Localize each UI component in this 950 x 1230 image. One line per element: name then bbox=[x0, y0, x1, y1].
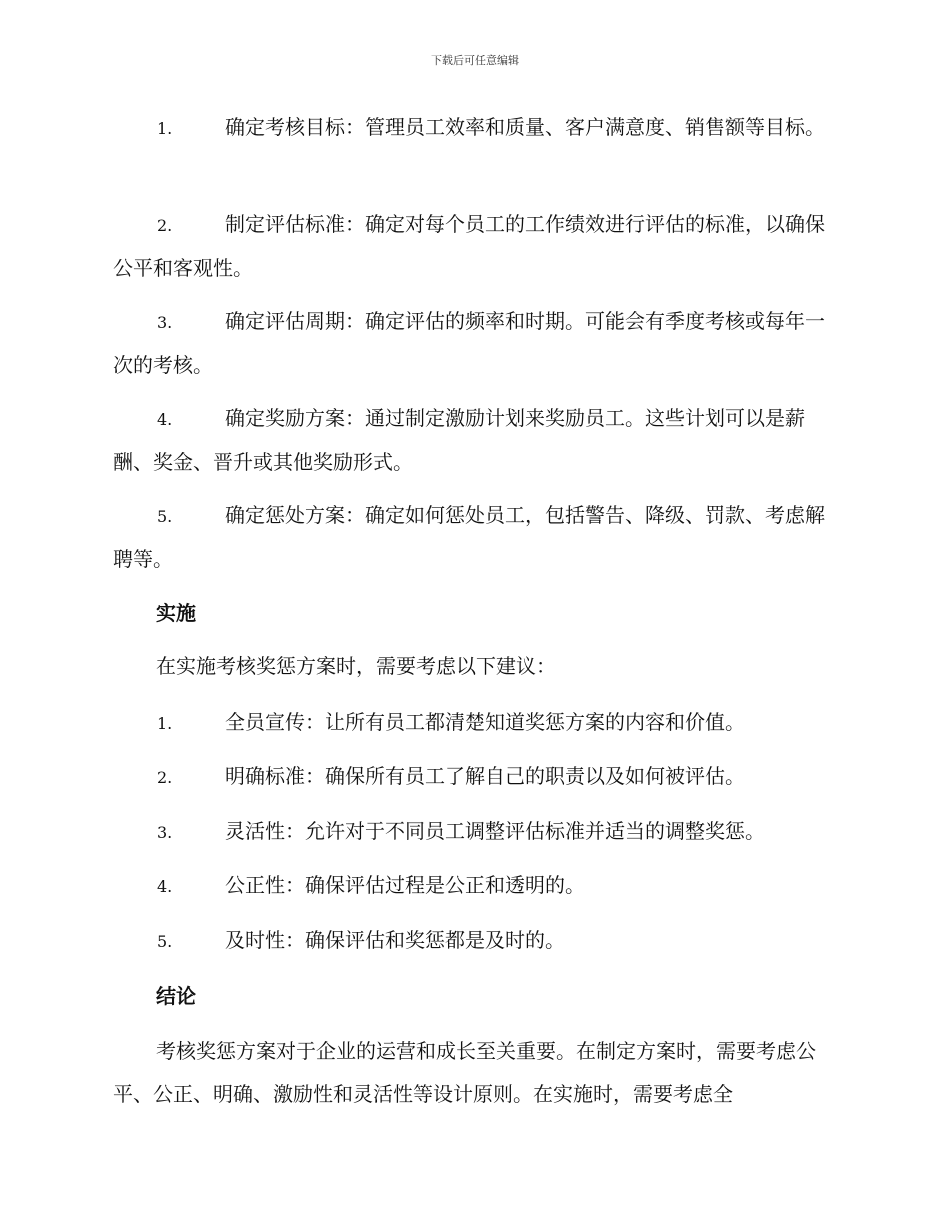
section-heading-conclusion: 结论 bbox=[156, 984, 196, 1008]
conclusion-paragraph: 考核奖惩方案对于企业的运营和成长至关重要。在制定方案时，需要考虑公平、公正、明确、激励性和灵活性等设计原则。在实施时，需要考虑全 bbox=[113, 1039, 816, 1106]
list-item-number: 2. bbox=[157, 768, 173, 787]
list-item bbox=[113, 864, 833, 908]
list-item-text: 确定评估周期：确定评估的频率和时期。可能会有季度考核或每年一次的考核。 bbox=[113, 309, 825, 377]
list-item-text: 及时性：确保评估和奖惩都是及时的。 bbox=[225, 928, 565, 952]
list-item-text: 确定惩处方案：确定如何惩处员工，包括警告、降级、罚款、考虑解聘等。 bbox=[113, 503, 825, 571]
list-item-number: 4. bbox=[157, 410, 173, 429]
list-item-number: 1. bbox=[157, 714, 173, 733]
list-item bbox=[113, 397, 833, 484]
list-item bbox=[113, 106, 833, 150]
list-item bbox=[113, 300, 833, 387]
list-item bbox=[113, 755, 833, 799]
list-item-text: 确定奖励方案：通过制定激励计划来奖励员工。这些计划可以是薪酬、奖金、晋升或其他奖励形式。 bbox=[113, 406, 805, 474]
list-item bbox=[113, 203, 833, 290]
implementation-intro: 在实施考核奖惩方案时，需要考虑以下建议： bbox=[156, 654, 556, 678]
list-item-number: 1. bbox=[157, 119, 173, 138]
list-item-text: 公正性：确保评估过程是公正和透明的。 bbox=[225, 873, 585, 897]
list-item-number: 5. bbox=[157, 932, 173, 951]
section-heading-implementation: 实施 bbox=[156, 601, 196, 625]
list-item-number: 3. bbox=[157, 313, 173, 332]
list-item bbox=[113, 810, 833, 854]
list-item-number: 3. bbox=[157, 823, 173, 842]
page-header: 下载后可任意编辑 bbox=[431, 54, 519, 67]
list-item-number: 5. bbox=[157, 507, 173, 526]
list-item-text: 灵活性：允许对于不同员工调整评估标准并适当的调整奖惩。 bbox=[225, 819, 765, 843]
list-item bbox=[113, 494, 833, 581]
list-item-number: 4. bbox=[157, 877, 173, 896]
list-item-text: 全员宣传：让所有员工都清楚知道奖惩方案的内容和价值。 bbox=[225, 710, 745, 734]
list-item-text: 确定考核目标：管理员工效率和质量、客户满意度、销售额等目标。 bbox=[225, 115, 825, 139]
list-item-number: 2. bbox=[157, 216, 173, 235]
list-item bbox=[113, 701, 833, 745]
list-item-text: 制定评估标准：确定对每个员工的工作绩效进行评估的标准，以确保公平和客观性。 bbox=[113, 212, 825, 280]
list-item bbox=[113, 919, 833, 963]
list-item-text: 明确标准：确保所有员工了解自己的职责以及如何被评估。 bbox=[225, 764, 745, 788]
